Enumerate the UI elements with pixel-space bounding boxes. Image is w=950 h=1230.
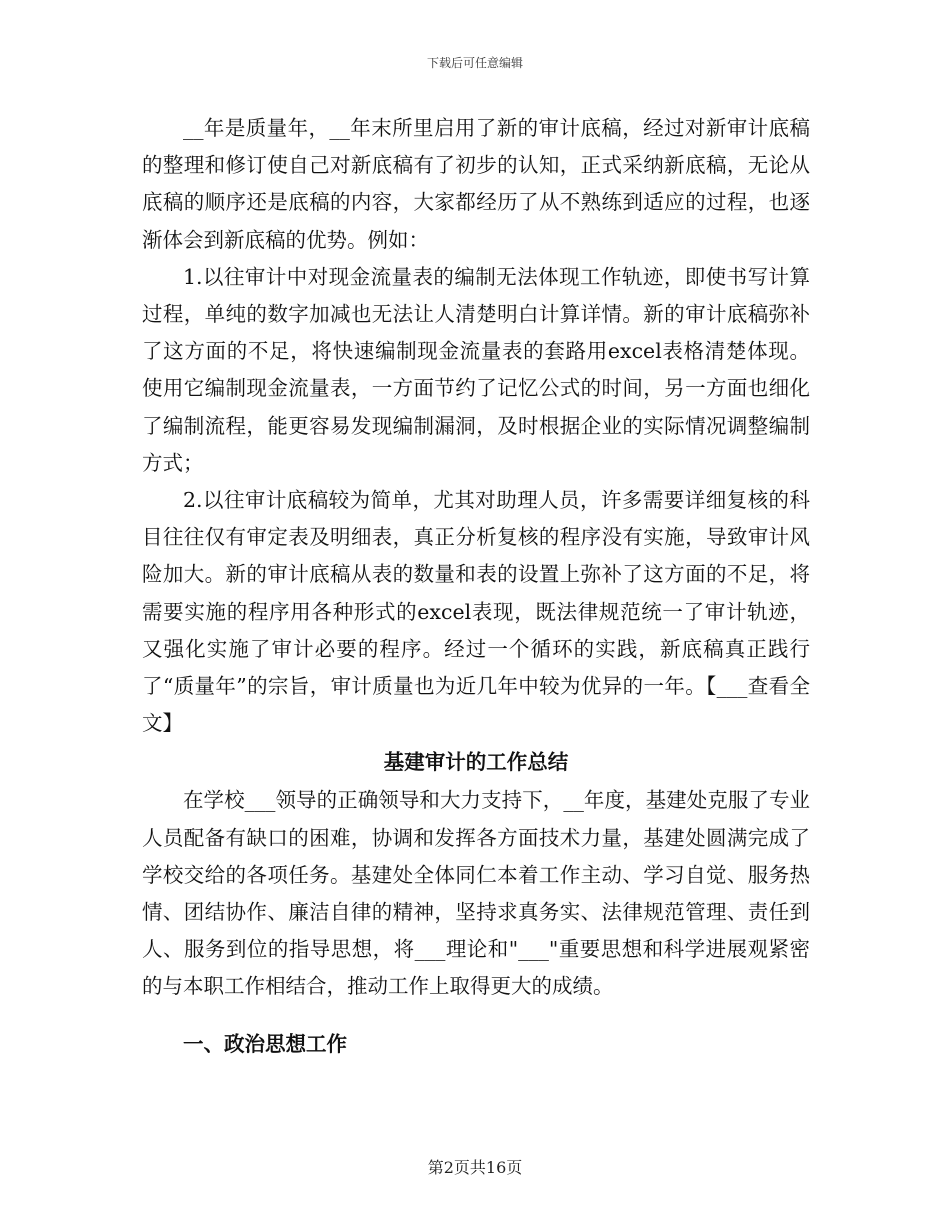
paragraph-intro: __年是质量年，__年末所里启用了新的审计底稿，经过对新审计底稿的整理和修订使自己对新底稿有了初步的认知，正式采纳新底稿，无论从底稿的顺序还是底稿的内容，大家都经历了从不熟练到适应的过程，也逐渐体会到新底稿的优势。例如： xyxy=(142,116,810,252)
document-body xyxy=(142,110,810,1063)
page-footer: 第2页共16页 xyxy=(427,1158,523,1177)
paragraph-item-1: 1.以往审计中对现金流量表的编制无法体现工作轨迹，即使书写计算过程，单纯的数字加减也无法让人清楚明白计算详情。新的审计底稿弥补了这方面的不足，将快速编制现金流量表的套路用excel表格清楚体现。使用它编制现金流量表，一方面节约了记忆公式的时间，另一方面也细化了编制流程，能更容易发现编制漏洞，及时根据企业的实际情况调整编制方式； xyxy=(142,264,810,475)
paragraph-item-2: 2.以往审计底稿较为简单，尤其对助理人员，许多需要详细复核的科目往往仅有审定表及明细表，真正分析复核的程序没有实施，导致审计风险加大。新的审计底稿从表的数量和表的设置上弥补了这方面的不足，将需要实施的程序用各种形式的excel表现，既法律规范统一了审计轨迹，又强化实施了审计必要的程序。经过一个循环的实践，新底稿真正践行了“质量年”的宗旨，审计质量也为近几年中较为优异的一年。【___查看全文】 xyxy=(142,488,810,736)
section-title: 基建审计的工作总结 xyxy=(383,750,569,775)
section-heading-political: 一、政治思想工作 xyxy=(183,1031,347,1056)
page-header: 下载后可任意编辑 xyxy=(426,56,523,70)
paragraph-summary: 在学校___领导的正确领导和大力支持下，__年度，基建处克服了专业人员配备有缺口的困难，协调和发挥各方面技术力量，基建处圆满完成了学校交给的各项任务。基建处全体同仁本着工作主动、学习自觉、服务热情、团结协作、廉洁自律的精神，坚持求真务实、法律规范管理、责任到人、服务到位的指导思想，将___理论和"___"重要思想和科学进展观紧密的与本职工作相结合，推动工作上取得更大的成绩。 xyxy=(142,788,810,999)
